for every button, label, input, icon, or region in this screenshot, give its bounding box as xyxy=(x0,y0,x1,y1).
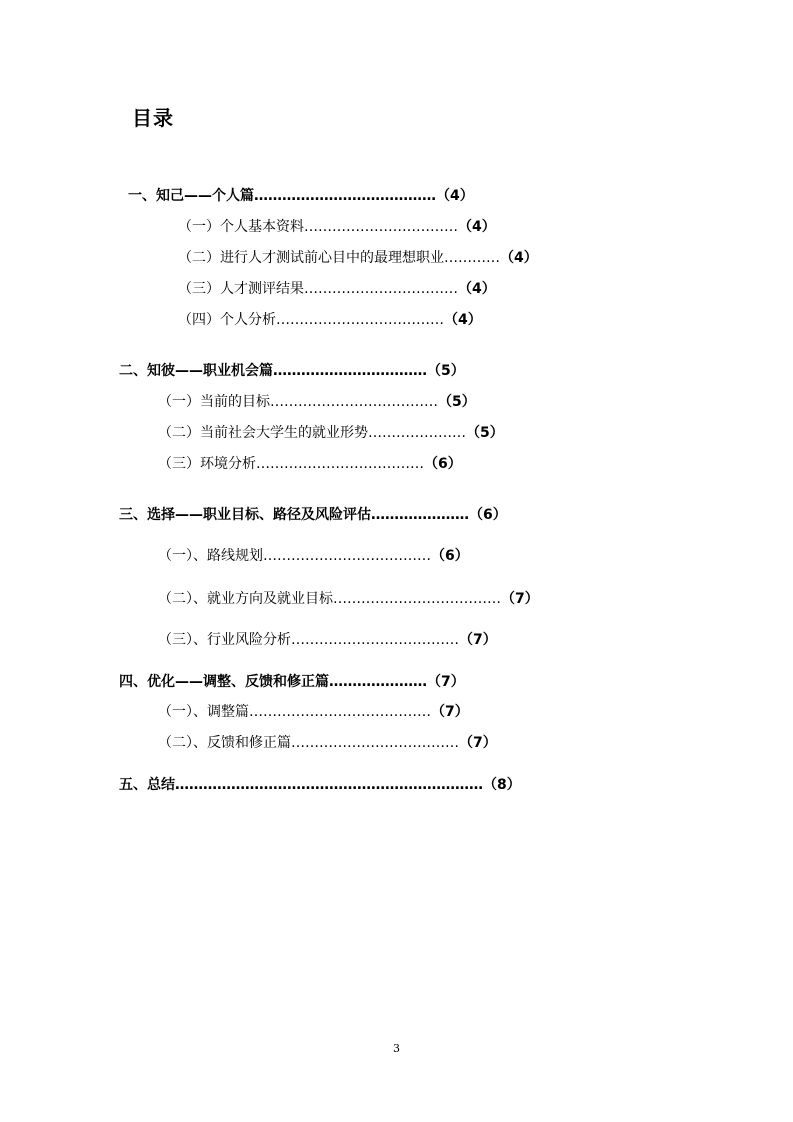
toc-entry[interactable] xyxy=(158,393,476,411)
toc-leader: ………………………………… xyxy=(254,188,436,204)
toc-entry-text: 一、知己——个人篇 xyxy=(128,188,254,204)
toc-entry[interactable] xyxy=(178,280,496,298)
toc-leader: ……………………………… xyxy=(291,632,459,648)
toc-leader: ……………………………… xyxy=(263,548,431,564)
toc-entry[interactable] xyxy=(158,455,462,473)
toc-leader: ………………… xyxy=(329,674,427,690)
toc-entry[interactable] xyxy=(178,249,538,267)
toc-entry[interactable] xyxy=(158,424,504,442)
toc-entry[interactable] xyxy=(178,218,496,236)
toc-leader: …………………………… xyxy=(304,219,458,235)
toc-entry[interactable] xyxy=(158,631,497,649)
toc-leader: ………………………………… xyxy=(249,704,431,720)
toc-page: （7） xyxy=(459,735,497,751)
toc-entry-text: （一）、调整篇 xyxy=(158,704,249,720)
page-number: 3 xyxy=(393,1042,400,1055)
toc-entry[interactable] xyxy=(119,362,465,380)
toc-entry-text: （一）、路线规划 xyxy=(158,548,263,564)
toc-entry-text: 五、总结 xyxy=(119,777,175,793)
toc-page: （5） xyxy=(466,425,504,441)
toc-leader: ……………………………… xyxy=(270,394,438,410)
toc-entry-text: （三）环境分析 xyxy=(158,456,256,472)
toc-page: （6） xyxy=(424,456,462,472)
page-title: 目录 xyxy=(132,106,174,130)
toc-page: （4） xyxy=(458,281,496,297)
toc-page: （7） xyxy=(427,674,465,690)
toc-entry-text: （一）个人基本资料 xyxy=(178,219,304,235)
toc-entry-text: （三）人才测评结果 xyxy=(178,281,304,297)
toc-page: （4） xyxy=(458,219,496,235)
toc-leader: ……………………………… xyxy=(256,456,424,472)
toc-entry-text: 四、优化——调整、反馈和修正篇 xyxy=(119,674,329,690)
toc-page: （4） xyxy=(436,188,474,204)
toc-page: （7） xyxy=(501,591,539,607)
toc-entry-text: （四）个人分析 xyxy=(178,312,276,328)
toc-entry-text: （二）进行人才测试前心目中的最理想职业 xyxy=(178,250,444,266)
toc-page: （8） xyxy=(483,777,521,793)
toc-leader: ………… xyxy=(444,250,500,266)
toc-entry-text: （一）当前的目标 xyxy=(158,394,270,410)
toc-page: （5） xyxy=(427,363,465,379)
toc-page: （7） xyxy=(431,704,469,720)
toc-page: （4） xyxy=(444,312,482,328)
toc-entry[interactable] xyxy=(119,673,465,691)
toc-leader: ……………………………… xyxy=(276,312,444,328)
toc-entry[interactable] xyxy=(119,776,521,794)
toc-page: （4） xyxy=(500,250,538,266)
toc-entry[interactable] xyxy=(158,547,469,565)
toc-page: （5） xyxy=(438,394,476,410)
toc-entry-text: （二）当前社会大学生的就业形势 xyxy=(158,425,368,441)
toc-entry[interactable] xyxy=(178,311,482,329)
toc-entry[interactable] xyxy=(158,703,469,721)
toc-leader: ……………………………… xyxy=(291,735,459,751)
toc-entry-text: 二、知彼——职业机会篇 xyxy=(119,363,273,379)
toc-entry-text: （二）、就业方向及就业目标 xyxy=(158,591,333,607)
toc-leader: ………………… xyxy=(368,425,466,441)
toc-entry[interactable] xyxy=(119,506,507,524)
toc-entry[interactable] xyxy=(158,590,539,608)
toc-page: （6） xyxy=(469,507,507,523)
toc-entry-text: （三）、行业风险分析 xyxy=(158,632,291,648)
toc-entry-text: （二）、反馈和修正篇 xyxy=(158,735,291,751)
toc-entry-text: 三、选择——职业目标、路径及风险评估 xyxy=(119,507,371,523)
toc-leader: …………………………… xyxy=(304,281,458,297)
toc-leader: ………………… xyxy=(371,507,469,523)
toc-leader: ………………………………………………………… xyxy=(175,777,483,793)
toc-leader: …………………………… xyxy=(273,363,427,379)
toc-entry[interactable] xyxy=(158,734,497,752)
toc-leader: ……………………………… xyxy=(333,591,501,607)
toc-page: （7） xyxy=(459,632,497,648)
toc-entry[interactable] xyxy=(128,187,474,205)
toc-page: （6） xyxy=(431,548,469,564)
